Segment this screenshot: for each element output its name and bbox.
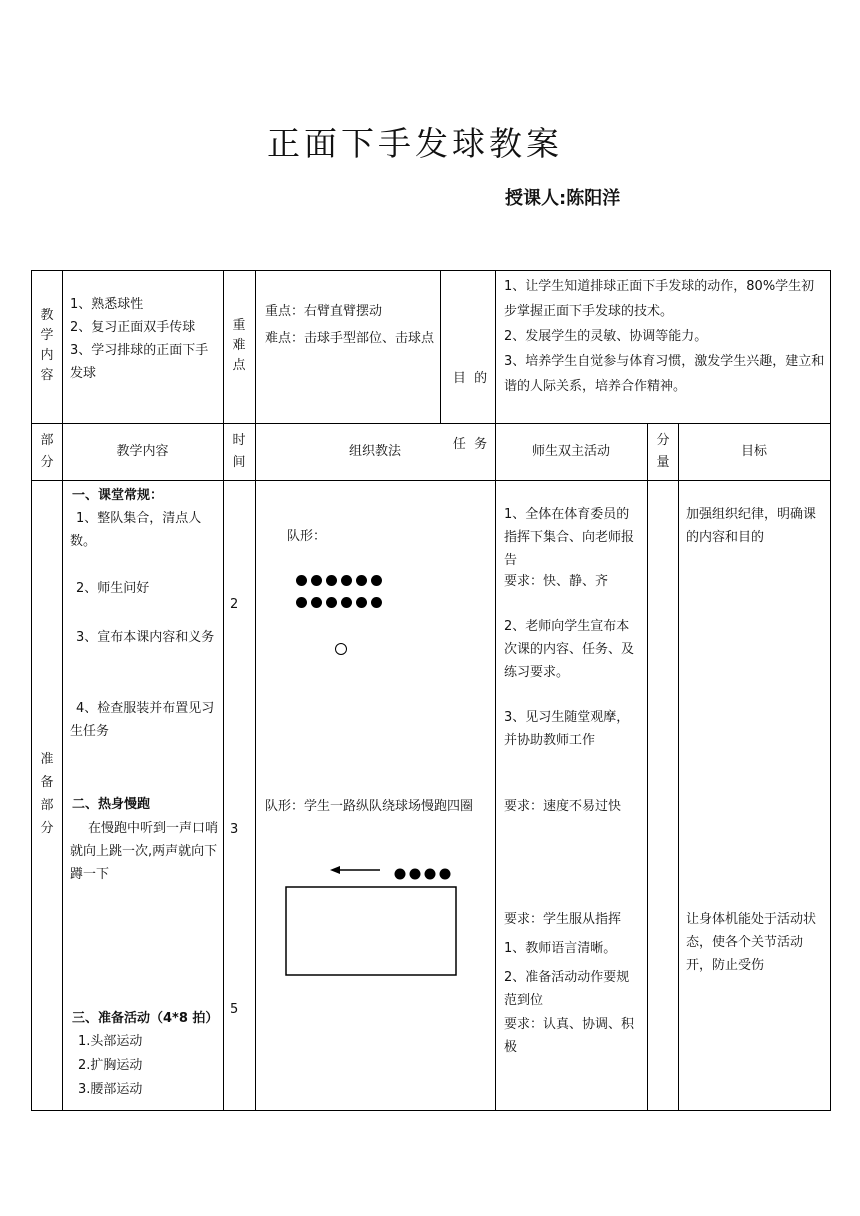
teacher-circle <box>335 643 347 655</box>
table-border-top <box>31 270 831 271</box>
running-diagram <box>280 860 460 980</box>
routine-item: 1、整队集合，清点人数。 <box>70 511 202 549</box>
key-point: 重点：右臂直臂摆动 <box>265 304 383 319</box>
section-title-warmup: 二、热身慢跑 <box>72 797 151 812</box>
runner-dot <box>440 869 451 880</box>
content-item: 1、熟悉球性 <box>70 297 144 312</box>
runner-dot <box>395 869 406 880</box>
activity-requirement: 要求：认真、协调、积极 <box>504 1017 635 1055</box>
student-dot <box>341 597 352 608</box>
table-col-divider <box>495 270 496 1111</box>
warmup-text: 在慢跑中听到一声口哨就向上跳一次,两声就向下蹲一下 <box>70 821 219 882</box>
student-dot <box>311 597 322 608</box>
time-value: 2 <box>230 597 239 612</box>
table-row-divider <box>31 423 831 424</box>
student-dot <box>296 575 307 586</box>
col-header-part: 部 分 <box>40 433 54 470</box>
prep-item: 3.腰部运动 <box>78 1082 143 1097</box>
table-col-divider <box>255 270 256 1111</box>
goal-text: 加强组织纪律，明确课的内容和目的 <box>686 507 817 545</box>
activity-text: 1、教师语言清晰。 <box>504 941 617 956</box>
goal-text: 让身体机能处于活动状态，使各个关节活动开，防止受伤 <box>686 912 817 973</box>
section-title-routine: 一、课堂常规： <box>72 488 164 503</box>
table-border-right <box>830 270 831 1111</box>
student-dot <box>371 575 382 586</box>
col-header-goal: 目标 <box>740 444 767 459</box>
activity-text: 1、全体在体育委员的指挥下集合、向老师报告 <box>504 507 635 568</box>
difficulty: 难点：击球手型部位、击球点 <box>265 331 435 346</box>
page-title: 正面下手发球教案 <box>267 124 563 163</box>
activity-requirement: 要求：学生服从指挥 <box>504 912 622 927</box>
goal-label: 目 的 任 务 <box>452 371 488 452</box>
content-item: 3、学习排球的正面下手发球 <box>70 343 209 381</box>
prep-item: 2.扩胸运动 <box>78 1058 143 1073</box>
part-label: 准 备 部 分 <box>40 752 54 836</box>
col-header-time: 时 间 <box>232 433 246 470</box>
prep-item: 1.头部运动 <box>78 1034 143 1049</box>
keypoint-label: 重 难 点 <box>232 318 246 373</box>
goal-item: 1、让学生知道排球正面下手发球的动作，80%学生初步掌握正面下手发球的技术。 <box>504 279 815 319</box>
col-header-method: 组织教法 <box>348 444 401 459</box>
student-dot <box>356 597 367 608</box>
student-dot <box>326 597 337 608</box>
activity-text: 2、准备活动动作要规范到位 <box>504 970 630 1008</box>
student-dot <box>341 575 352 586</box>
col-header-amount: 分 量 <box>656 433 670 470</box>
routine-item: 4、检查服装并布置见习生任务 <box>70 701 215 739</box>
col-header-activity: 师生双主活动 <box>531 444 610 459</box>
formation-run-label: 队形：学生一路纵队绕球场慢跑四圈 <box>265 799 474 814</box>
activity-requirement: 要求：快、静、齐 <box>504 574 609 589</box>
runner-dot <box>425 869 436 880</box>
key-points <box>265 300 435 350</box>
content-item: 2、复习正面双手传球 <box>70 320 196 335</box>
section-title-prep: 三、准备活动（4*8 拍） <box>72 1011 219 1026</box>
arrow-left-icon <box>330 866 380 874</box>
content-items <box>70 293 220 385</box>
content-label: 教 学 内 容 <box>40 308 54 383</box>
routine-item: 2、师生问好 <box>76 581 150 596</box>
activity-text: 2、老师向学生宣布本次课的内容、任务、及练习要求。 <box>504 619 635 680</box>
student-dot <box>296 597 307 608</box>
table-row-divider <box>31 480 831 481</box>
col-header-content: 教学内容 <box>116 444 169 459</box>
teacher-name: 授课人:陈阳洋 <box>505 188 621 209</box>
table-col-divider <box>678 423 679 1111</box>
goal-item: 3、培养学生自觉参与体育习惯，激发学生兴趣，建立和谐的人际关系，培养合作精神。 <box>504 354 825 394</box>
formation-label: 队形： <box>287 529 327 544</box>
student-dot <box>326 575 337 586</box>
table-col-divider <box>440 270 441 423</box>
table-col-divider <box>647 423 648 1111</box>
activity-text: 3、见习生随堂观摩，并协助教师工作 <box>504 710 630 748</box>
student-dot <box>371 597 382 608</box>
table-border-left <box>31 270 32 1111</box>
lesson-goals <box>504 274 826 399</box>
goal-item: 2、发展学生的灵敏、协调等能力。 <box>504 329 708 344</box>
student-dot <box>311 575 322 586</box>
runner-dot <box>410 869 421 880</box>
table-col-divider <box>62 270 63 1111</box>
routine-item: 3、宣布本课内容和义务 <box>76 630 215 645</box>
table-col-divider <box>223 270 224 1111</box>
table-border-bottom <box>31 1110 831 1111</box>
court-rectangle <box>286 887 456 975</box>
time-value: 5 <box>230 1002 239 1017</box>
activity-requirement: 要求：速度不易过快 <box>504 799 622 814</box>
time-value: 3 <box>230 822 239 837</box>
student-dot <box>356 575 367 586</box>
